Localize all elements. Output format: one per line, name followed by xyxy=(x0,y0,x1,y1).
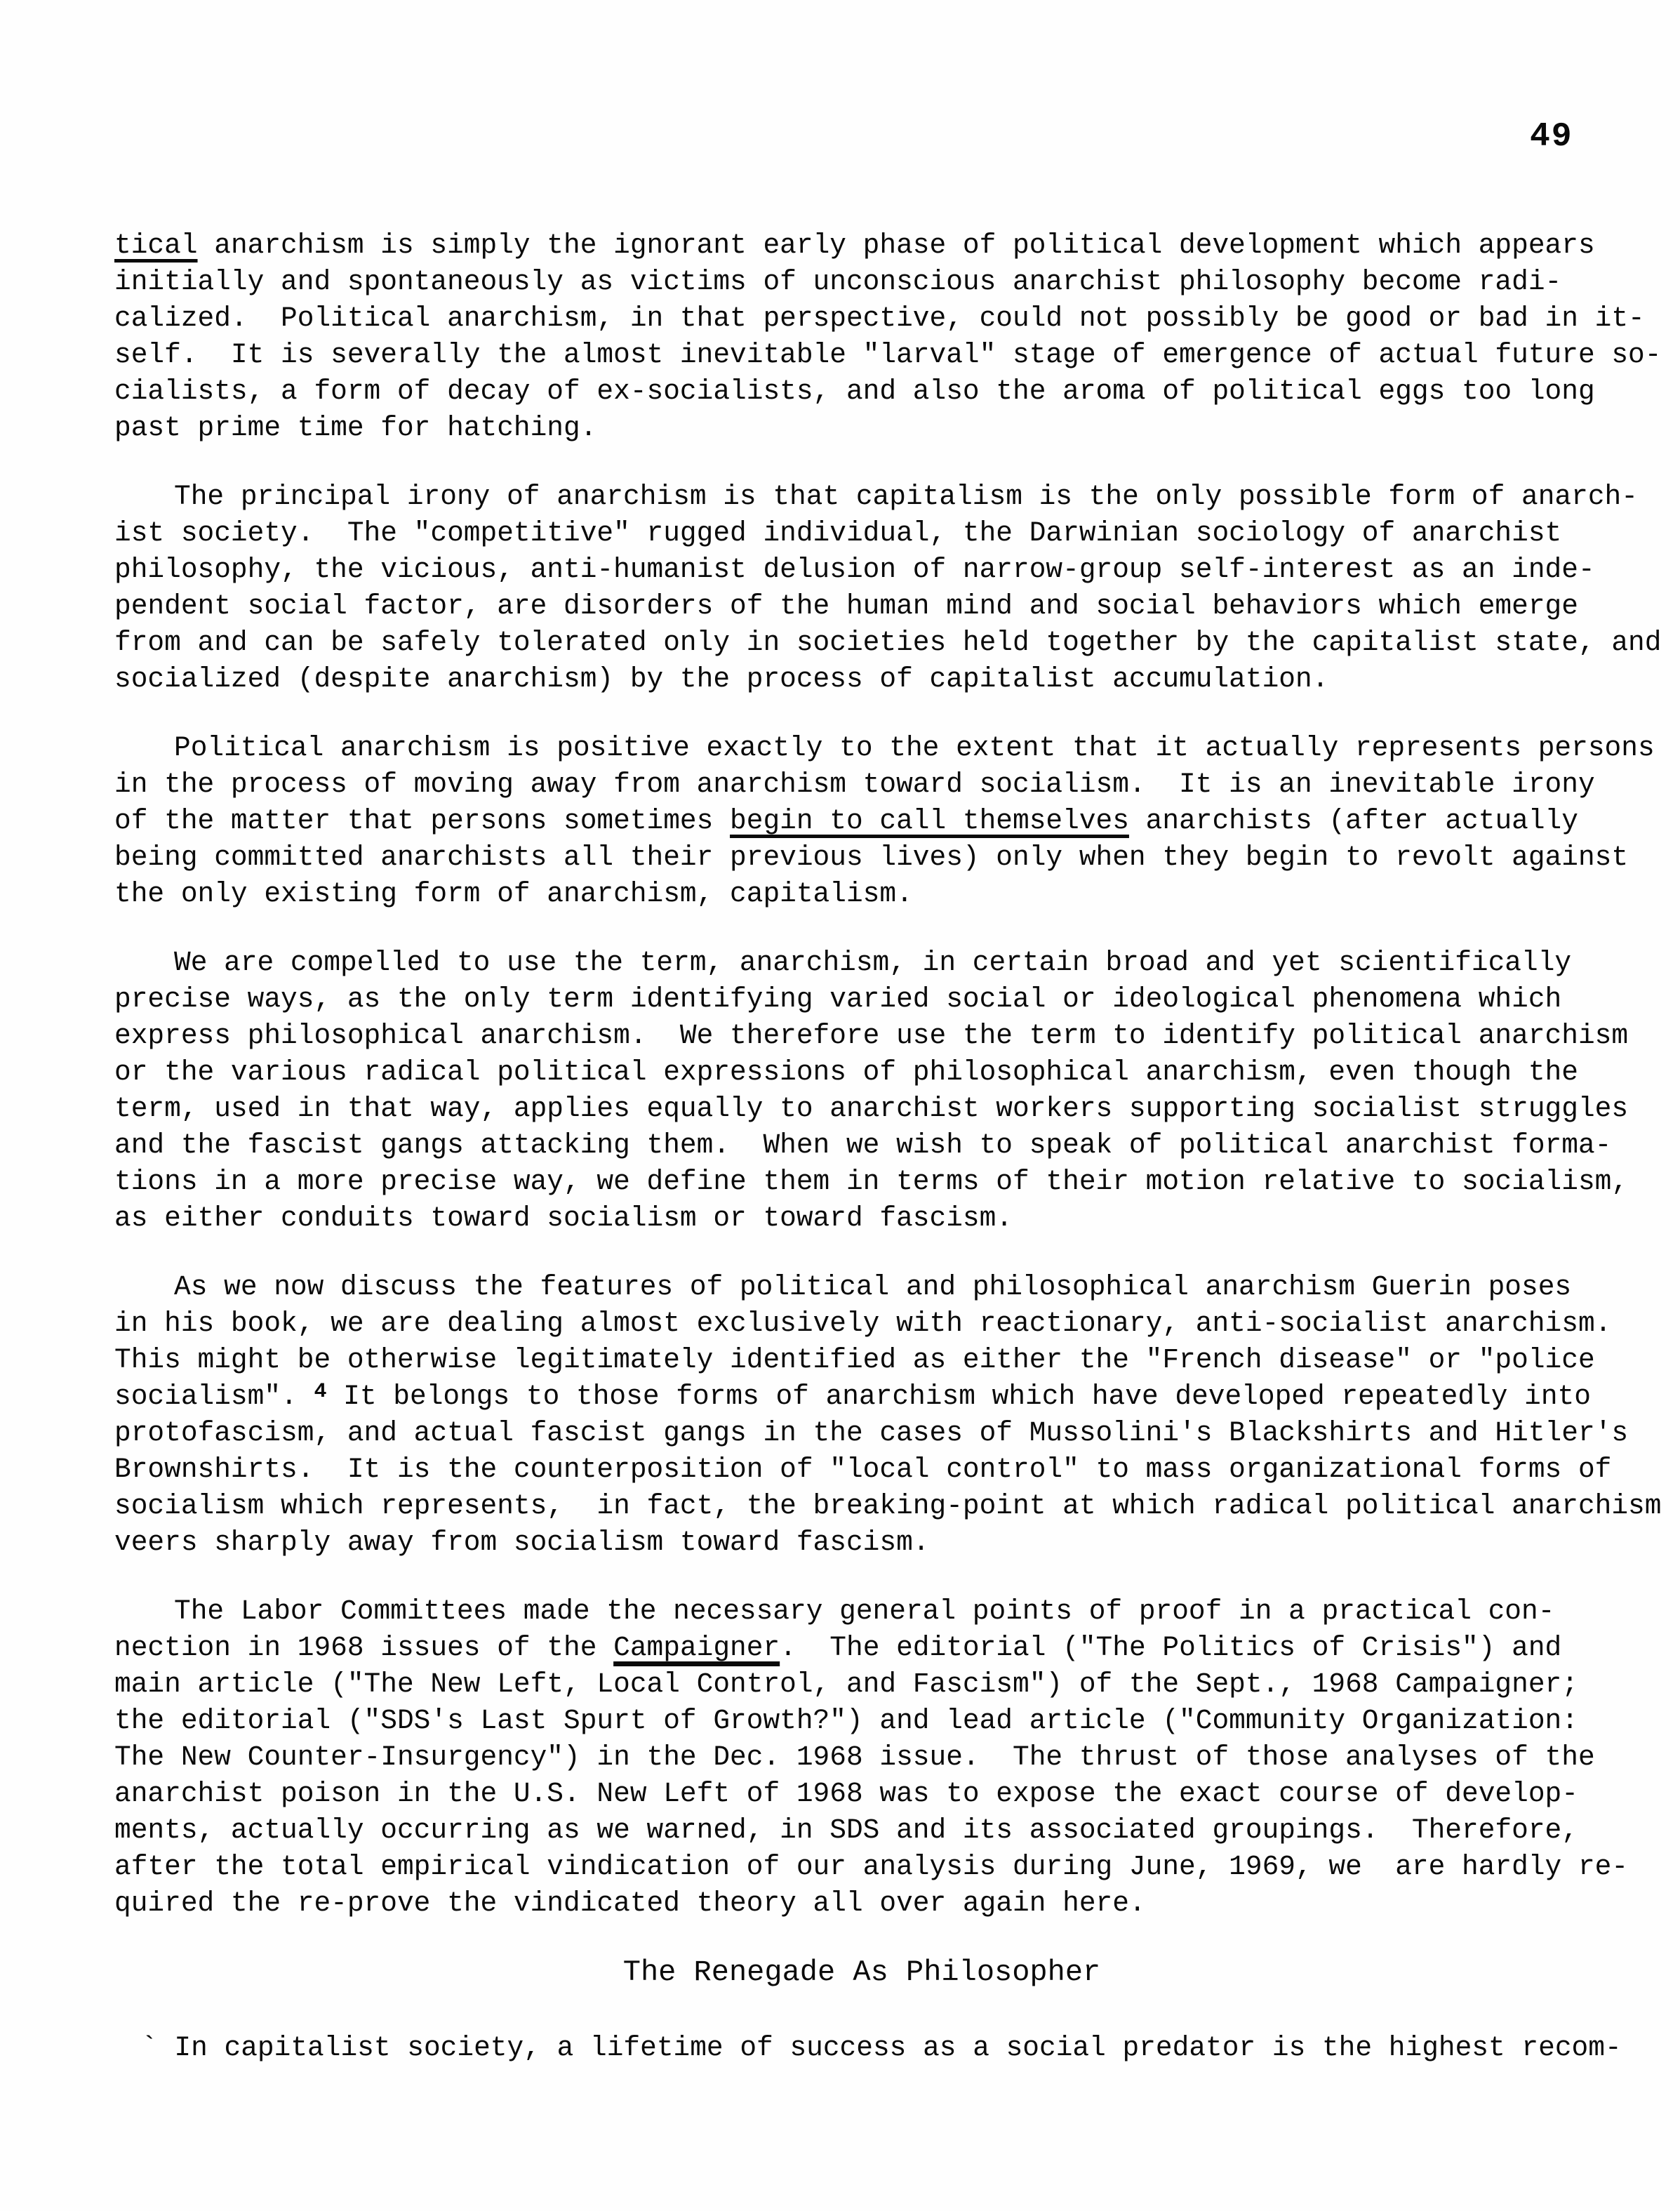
text-line: calized. Political anarchism, in that perspective, could not possibly be good or bad in it- xyxy=(114,303,1645,334)
text-line: ist society. The "competitive" rugged individual, the Darwinian sociology of anarchist xyxy=(114,517,1562,549)
text-line: tions in a more precise way, we define them in terms of their motion relative to socialism, xyxy=(114,1166,1629,1197)
text-line: nection in 1968 issues of the Campaigner. The editorial ("The Politics of Crisis") and xyxy=(114,1632,1562,1664)
text-line: philosophy, the vicious, anti-humanist delusion of narrow-group self-interest as an inde- xyxy=(114,554,1595,585)
underlined-phrase: Campaigner xyxy=(613,1632,780,1664)
text-line: as either conduits toward socialism or toward fascism. xyxy=(114,1202,1013,1234)
text-line: main article ("The New Left, Local Control, and Fascism") of the Sept., 1968 Campaigner; xyxy=(114,1668,1578,1700)
text-line: cialists, a form of decay of ex-socialists, and also the aroma of political eggs too long xyxy=(114,376,1595,407)
text-line: the only existing form of anarchism, capitalism. xyxy=(114,878,913,910)
text-line: protofascism, and actual fascist gangs in the cases of Mussolini's Blackshirts and Hitler's xyxy=(114,1417,1629,1449)
text-line: in the process of moving away from anarchism toward socialism. It is an inevitable irony xyxy=(114,769,1595,800)
text-line: ments, actually occurring as we warned, in SDS and its associated groupings. Therefore, xyxy=(114,1814,1578,1846)
text-line: pendent social factor, are disorders of the human mind and social behaviors which emerge xyxy=(114,590,1578,622)
text-line: of the matter that persons sometimes begin to call themselves anarchists (after actually xyxy=(114,805,1578,837)
text-line: We are compelled to use the term, anarchism, in certain broad and yet scientifically xyxy=(174,947,1572,978)
text-line: anarchist poison in the U.S. New Left of 1968 was to expose the exact course of develop- xyxy=(114,1778,1578,1810)
paragraph xyxy=(114,1593,1629,1922)
text-line: The principal irony of anarchism is that capitalism is the only possible form of anarch- xyxy=(174,481,1638,512)
text-line: express philosophical anarchism. We therefore use the term to identify political anarchism xyxy=(114,1020,1629,1051)
text-line: self. It is severally the almost inevitable "larval" stage of emergence of actual future so- xyxy=(114,339,1662,371)
text-line: past prime time for hatching. xyxy=(114,412,597,444)
underlined-phrase: tical xyxy=(114,230,198,261)
text-line: from and can be safely tolerated only in societies held together by the capitalist state, and xyxy=(114,627,1662,658)
paragraphs-container xyxy=(114,227,1662,1922)
paragraph xyxy=(114,945,1629,1237)
text-line: precise ways, as the only term identifying varied social or ideological phenomena which xyxy=(114,983,1562,1015)
text-line: after the total empirical vindication of our analysis during June, 1969, we are hardly re- xyxy=(114,1851,1629,1883)
closing-line: ` In capitalist society, a lifetime of success as a social predator is the highest recom- xyxy=(141,2032,1622,2064)
text-line: Political anarchism is positive exactly to the extent that it actually represents persons xyxy=(174,732,1655,764)
text-line: in his book, we are dealing almost exclusively with reactionary, anti-socialist anarchism. xyxy=(114,1308,1612,1339)
page-number: 49 xyxy=(1530,118,1573,156)
text-line: Brownshirts. It is the counterposition of "local control" to mass organizational forms of xyxy=(114,1454,1612,1485)
text-line: socialized (despite anarchism) by the process of capitalist accumulation. xyxy=(114,663,1329,695)
text-line: This might be otherwise legitimately identified as either the "French disease" or "police xyxy=(114,1344,1595,1376)
section-heading: The Renegade As Philosopher xyxy=(622,1956,1101,1989)
text-line: or the various radical political expressions of philosophical anarchism, even though the xyxy=(114,1056,1578,1088)
paragraph xyxy=(114,227,1662,446)
text-line: and the fascist gangs attacking them. When we wish to speak of political anarchist forma- xyxy=(114,1129,1612,1161)
text-line: the editorial ("SDS's Last Spurt of Growth?") and lead article ("Community Organization: xyxy=(114,1705,1578,1737)
paragraph xyxy=(114,1269,1662,1561)
paragraph xyxy=(114,730,1655,912)
text-line: The Labor Committees made the necessary general points of proof in a practical con- xyxy=(174,1595,1555,1627)
text-line: term, used in that way, applies equally to anarchist workers supporting socialist struggles xyxy=(114,1093,1629,1124)
text-line: tical anarchism is simply the ignorant early phase of political development which appears xyxy=(114,230,1595,261)
text-line: initially and spontaneously as victims of unconscious anarchist philosophy become radi- xyxy=(114,266,1562,298)
page-body xyxy=(114,227,1662,2066)
text-line: socialism". $^4$ It belongs to those forms of anarchism which have developed repeatedly into xyxy=(114,1380,1591,1412)
text-line: quired the re-prove the vindicated theory all over again here. xyxy=(114,1887,1146,1919)
underlined-phrase: begin to call themselves xyxy=(730,805,1129,837)
text-line: being committed anarchists all their previous lives) only when they begin to revolt against xyxy=(114,842,1629,873)
text-line: The New Counter-Insurgency") in the Dec. 1968 issue. The thrust of those analyses of the xyxy=(114,1741,1595,1773)
text-line: socialism which represents, in fact, the breaking-point at which radical political anarchism xyxy=(114,1490,1662,1522)
paragraph xyxy=(114,479,1662,698)
footnote-marker: 4 xyxy=(314,1380,327,1404)
text-line: veers sharply away from socialism toward fascism. xyxy=(114,1527,930,1558)
text-line: As we now discuss the features of political and philosophical anarchism Guerin poses xyxy=(174,1271,1572,1303)
